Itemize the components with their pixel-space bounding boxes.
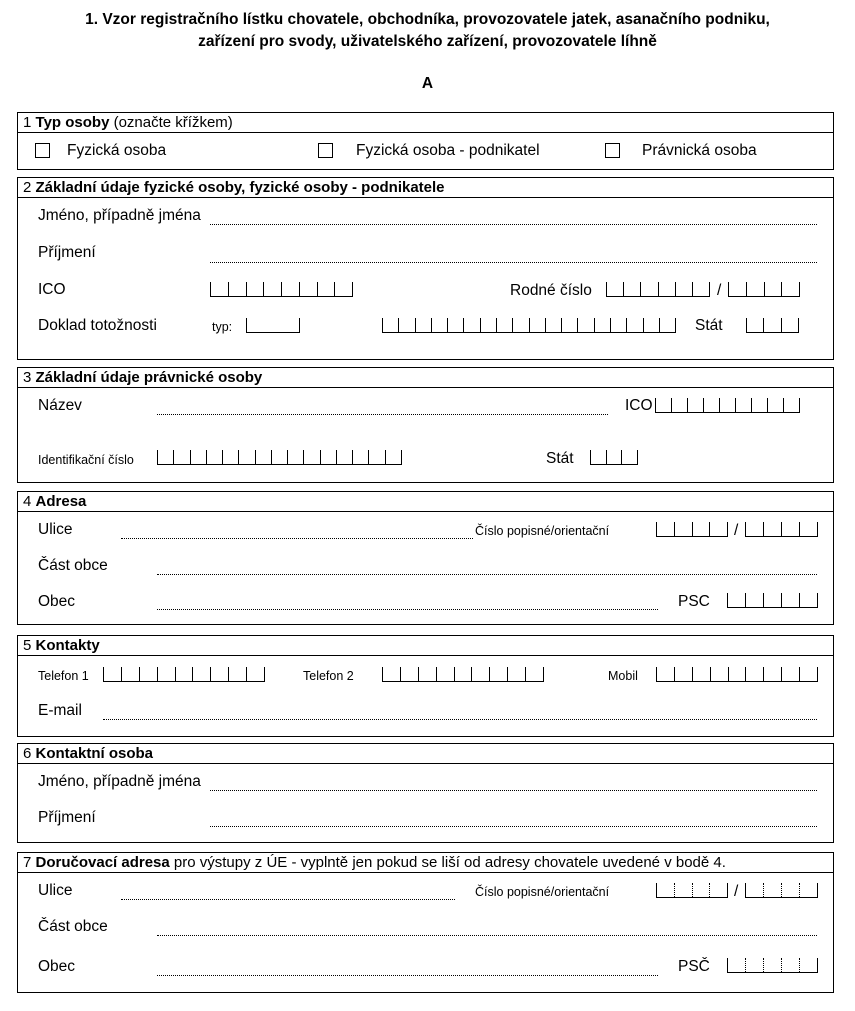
rodne-cislo-part1-field[interactable]: [606, 282, 710, 297]
email-label: E-mail: [38, 702, 82, 719]
dor-cislo-popisne-label: Číslo popisné/orientační: [475, 885, 610, 899]
section-2-header: 2 Základní údaje fyzické osoby, fyzické osoby - podnikatele: [18, 178, 833, 198]
kontakt-prijmeni-label: Příjmení: [38, 809, 96, 826]
cislo-orientacni-field[interactable]: [745, 522, 818, 537]
prijmeni-label: Příjmení: [38, 244, 96, 261]
section-7-header: 7 Doručovací adresa pro výstupy z ÚE - vyplntě jen pokud se liší od adresy chovatele uvedené v bodě 4.: [18, 853, 833, 873]
section-2-title: Základní údaje fyzické osoby, fyzické osoby - podnikatele: [35, 179, 445, 196]
doklad-label: Doklad totožnosti: [38, 317, 157, 334]
dor-obec-field[interactable]: [157, 975, 658, 976]
jmeno-label: Jméno, případně jména: [38, 207, 201, 224]
section-4-title: Adresa: [35, 493, 87, 510]
ico-comb-field[interactable]: [210, 282, 353, 297]
option-fyzicka-osoba-label: Fyzická osoba: [67, 142, 167, 159]
dor-cislo-popisne-field[interactable]: [656, 883, 728, 898]
nazev-field[interactable]: [157, 414, 608, 415]
doklad-stat-label: Stát: [695, 317, 723, 334]
email-field[interactable]: [103, 719, 817, 720]
section-4-header: 4 Adresa: [18, 492, 833, 512]
doklad-cislo-field[interactable]: [382, 318, 676, 333]
telefon2-field[interactable]: [382, 667, 544, 682]
kontakt-jmeno-label: Jméno, případně jména: [38, 773, 201, 790]
dor-psc-label: PSČ: [678, 958, 710, 975]
form-letter: A: [421, 75, 434, 92]
section-1-note: (označte křížkem): [113, 114, 233, 131]
dor-cislo-orientacni-field[interactable]: [745, 883, 818, 898]
cast-obce-label: Část obce: [38, 557, 108, 574]
ulice-label: Ulice: [38, 521, 73, 538]
rodne-cislo-label: Rodné číslo: [510, 282, 592, 299]
identifikacni-cislo-label: Identifikační číslo: [38, 453, 134, 467]
checkbox-fyzicka-osoba[interactable]: [35, 143, 50, 158]
dor-cislo-slash: /: [734, 883, 739, 900]
section-5-contacts: [17, 635, 834, 737]
mobil-label: Mobil: [608, 669, 638, 683]
kontakt-prijmeni-field[interactable]: [210, 826, 817, 827]
dor-ulice-field[interactable]: [121, 899, 455, 900]
telefon1-field[interactable]: [103, 667, 265, 682]
identifikacni-cislo-field[interactable]: [157, 450, 402, 465]
psc-label: PSC: [678, 593, 710, 610]
telefon1-label: Telefon 1: [38, 669, 89, 683]
dor-psc-field[interactable]: [727, 958, 818, 973]
option-fyzicka-osoba-podnikatel-label: Fyzická osoba - podnikatel: [356, 142, 540, 159]
rodne-cislo-slash: /: [717, 282, 722, 299]
dor-obec-label: Obec: [38, 958, 76, 975]
ulice-field[interactable]: [121, 538, 473, 539]
section-2-natural-person: [17, 177, 834, 360]
doklad-typ-label: typ:: [212, 320, 233, 334]
cislo-popisne-label: Číslo popisné/orientační: [475, 524, 610, 538]
section-7-title: Doručovací adresa: [35, 854, 170, 871]
section-5-title: Kontakty: [35, 637, 100, 654]
doklad-stat-field[interactable]: [746, 318, 799, 333]
cast-obce-field[interactable]: [157, 574, 817, 575]
cislo-popisne-field[interactable]: [656, 522, 728, 537]
section-1-person-type: [17, 112, 834, 170]
section-6-contact-person: [17, 743, 834, 843]
ico-comb-field-legal[interactable]: [655, 398, 800, 413]
ico-label: ICO: [38, 281, 66, 298]
section-6-header: 6 Kontaktní osoba: [18, 744, 833, 764]
section-3-legal-person: [17, 367, 834, 483]
stat-field-legal[interactable]: [590, 450, 638, 465]
stat-label-legal: Stát: [546, 450, 574, 467]
section-5-header: 5 Kontakty: [18, 636, 833, 656]
jmeno-field[interactable]: [210, 224, 817, 225]
mobil-field[interactable]: [656, 667, 818, 682]
ico-label-legal: ICO: [625, 397, 653, 414]
section-1-header: 1 Typ osoby (označte křížkem): [18, 113, 833, 133]
obec-field[interactable]: [157, 609, 658, 610]
checkbox-fyzicka-osoba-podnikatel[interactable]: [318, 143, 333, 158]
section-3-title: Základní údaje právnické osoby: [35, 369, 263, 386]
rodne-cislo-part2-field[interactable]: [728, 282, 800, 297]
section-6-title: Kontaktní osoba: [35, 745, 154, 762]
dor-cast-obce-field[interactable]: [157, 935, 817, 936]
checkbox-pravnicka-osoba[interactable]: [605, 143, 620, 158]
section-1-title: Typ osoby: [35, 114, 110, 131]
psc-field[interactable]: [727, 593, 818, 608]
telefon2-label: Telefon 2: [303, 669, 354, 683]
prijmeni-field[interactable]: [210, 262, 817, 263]
section-4-address: [17, 491, 834, 625]
section-3-header: 3 Základní údaje právnické osoby: [18, 368, 833, 388]
dor-cast-obce-label: Část obce: [38, 918, 108, 935]
option-pravnicka-osoba-label: Právnická osoba: [642, 142, 757, 159]
nazev-label: Název: [38, 397, 82, 414]
obec-label: Obec: [38, 593, 76, 610]
section-7-delivery-address: [17, 852, 834, 993]
dor-ulice-label: Ulice: [38, 882, 73, 899]
cislo-slash: /: [734, 522, 739, 539]
form-title-line-1: 1. Vzor registračního lístku chovatele, obchodníka, provozovatele jatek, asanačního podniku,: [85, 11, 770, 28]
section-7-note: pro výstupy z ÚE - vyplntě jen pokud se liší od adresy chovatele uvedené v bodě 4.: [173, 854, 726, 871]
doklad-typ-field[interactable]: [246, 318, 300, 333]
form-title-line-2: zařízení pro svody, uživatelského zařízení, provozovatele líhně: [198, 33, 657, 50]
kontakt-jmeno-field[interactable]: [210, 790, 817, 791]
